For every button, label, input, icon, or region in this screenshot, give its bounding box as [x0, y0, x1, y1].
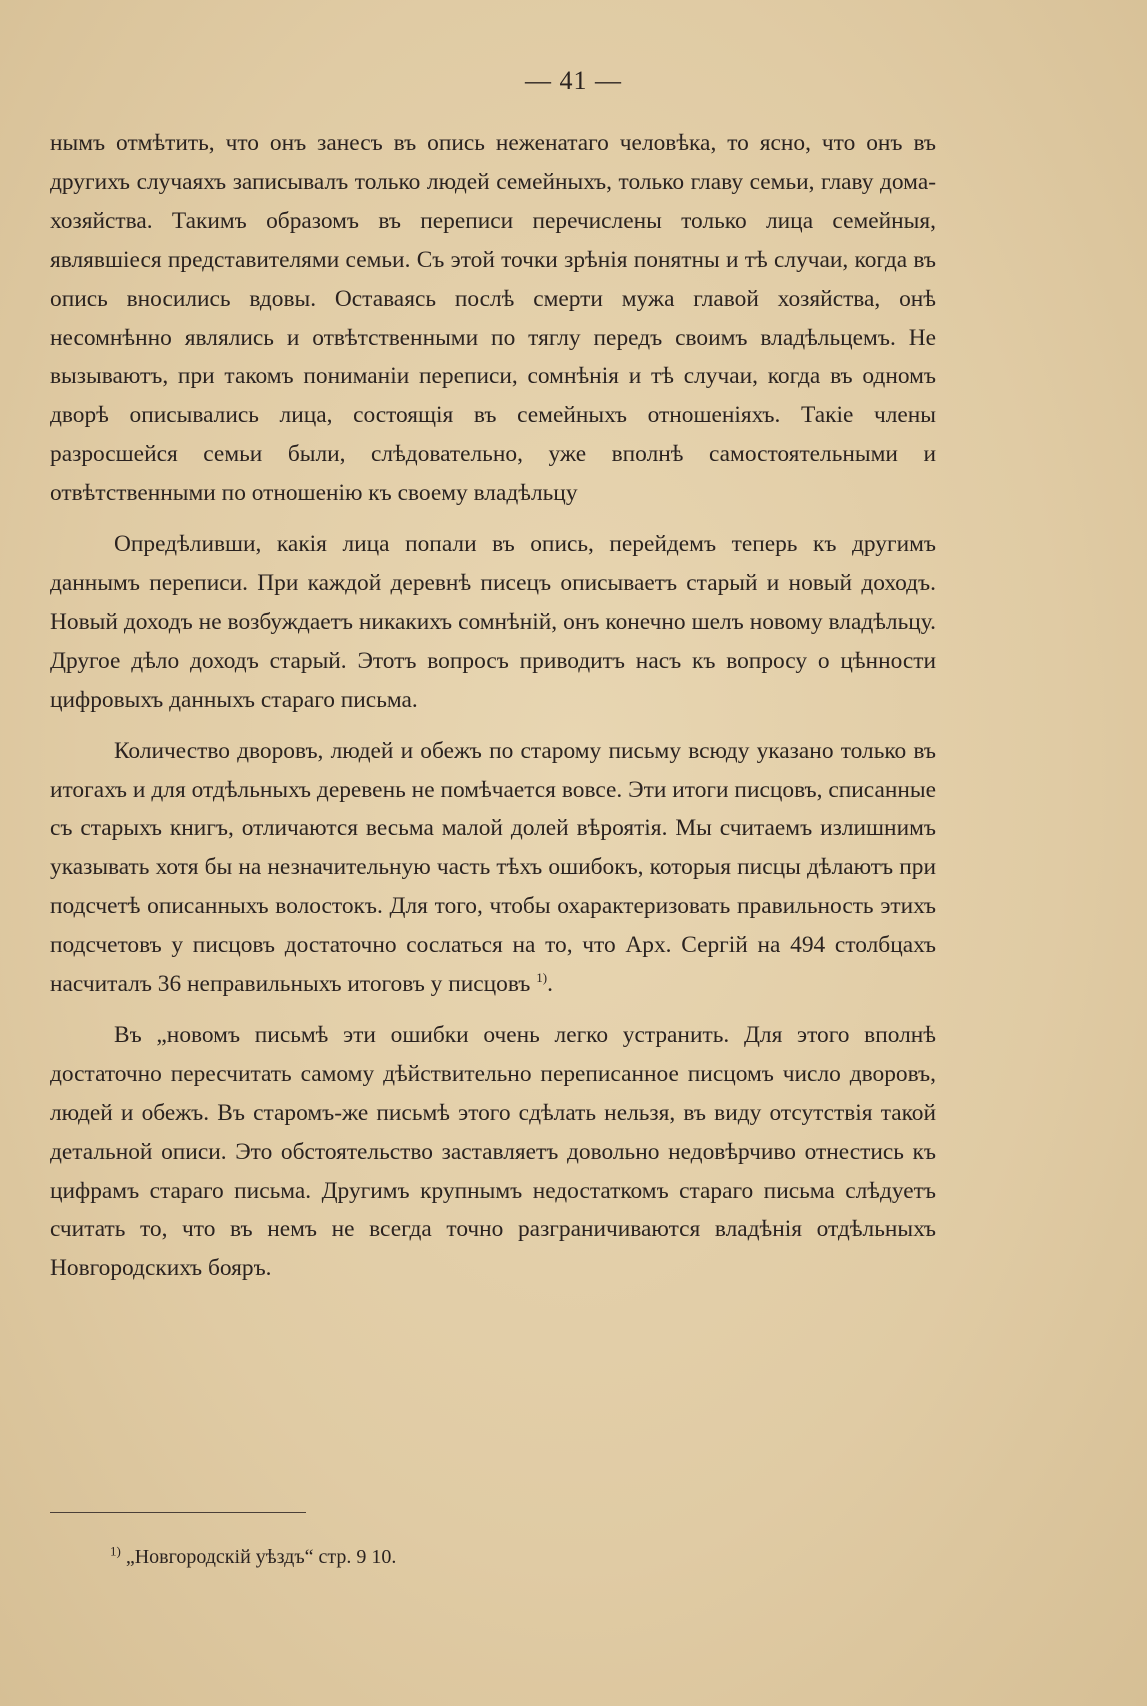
paragraph-3-text: Количество дворовъ, людей и обежъ по старому письму всюду указано только въ итогахъ и для отдѣльныхъ деревень не помѣчается вовсе. Эти итоги писцовъ, списанные съ старыхъ книгъ, отличаются весьма малой долей вѣроятія. Мы считаемъ излишнимъ указывать хотя бы на незначительную часть тѣхъ ошибокъ, которыя писцы дѣлаютъ при подсчетѣ описанныхъ волостокъ. Для того, чтобы охарактеризовать правильность этихъ подсчетовъ у писцовъ достаточно сослаться на то, что Арх. Сергій на 494 столбцахъ насчиталъ 36 неправильныхъ итоговъ у писцовъ [50, 737, 936, 998]
footnote-reference: 1) [536, 970, 548, 986]
footnote-marker: 1) [110, 1543, 121, 1559]
paragraph-4-text: Въ „новомъ письмѣ эти ошибки очень легко устранить. Для этого вполнѣ достаточно пересчитать самому дѣйствительно переписанное писцомъ число дворовъ, людей и обежъ. Въ старомъ-же письмѣ этого сдѣлать нельзя, въ виду отсутствія такой детальной описи. Это обстоятельство заставляетъ довольно недовѣрчиво отнестись къ цифрамъ стараго письма. Другимъ крупнымъ недостаткомъ стараго письма слѣдуетъ считать то, что въ немъ не всегда точно разграничиваются владѣнія отдѣльныхъ Новгородскихъ бояръ. [50, 1021, 936, 1282]
footnote-text: „Новгородскій уѣздъ“ стр. 9 10. [125, 1546, 397, 1568]
footnote [110, 1543, 396, 1571]
page-number: — 41 — [525, 66, 622, 95]
body-text [50, 124, 936, 1288]
paragraph-1 [50, 124, 936, 513]
footnote-divider [50, 1512, 306, 1513]
paragraph-2 [50, 525, 936, 720]
paragraph-3-tail: . [547, 971, 553, 998]
paragraph-2-text: Опредѣливши, какія лица попали въ опись, перейдемъ теперь къ другимъ даннымъ переписи. При каждой деревнѣ писецъ описываетъ старый и новый доходъ. Новый доходъ не возбуждаетъ никакихъ сомнѣній, онъ конечно шелъ новому владѣльцу. Другое дѣло доходъ старый. Этотъ вопросъ приводитъ насъ къ вопросу о цѣнности цифровыхъ данныхъ стараго письма. [50, 531, 936, 713]
paragraph-1-text: нымъ отмѣтить, что онъ занесъ въ опись неженатаго человѣка, то ясно, что онъ въ другихъ случаяхъ записывалъ только людей семейныхъ, только главу семьи, главу дома-хозяйства. Такимъ образомъ въ переписи перечислены только лица семейныя, являвшіеся представителями семьи. Съ этой точки зрѣнія понятны и тѣ случаи, когда въ опись вносились вдовы. Оставаясь послѣ смерти мужа главой хозяйства, онѣ несомнѣнно являлись и отвѣтственными по тяглу передъ своимъ владѣльцемъ. Не вызываютъ, при такомъ пониманіи переписи, сомнѣнія и тѣ случаи, когда въ одномъ дворѣ описывались лица, состоящія въ семейныхъ отношеніяхъ. Такіе члены разросшейся семьи были, слѣдовательно, уже вполнѣ самостоятельными и отвѣтственными по отношенію къ своему владѣльцу [50, 130, 936, 507]
paragraph-3 [50, 732, 936, 1004]
paragraph-4 [50, 1016, 936, 1288]
